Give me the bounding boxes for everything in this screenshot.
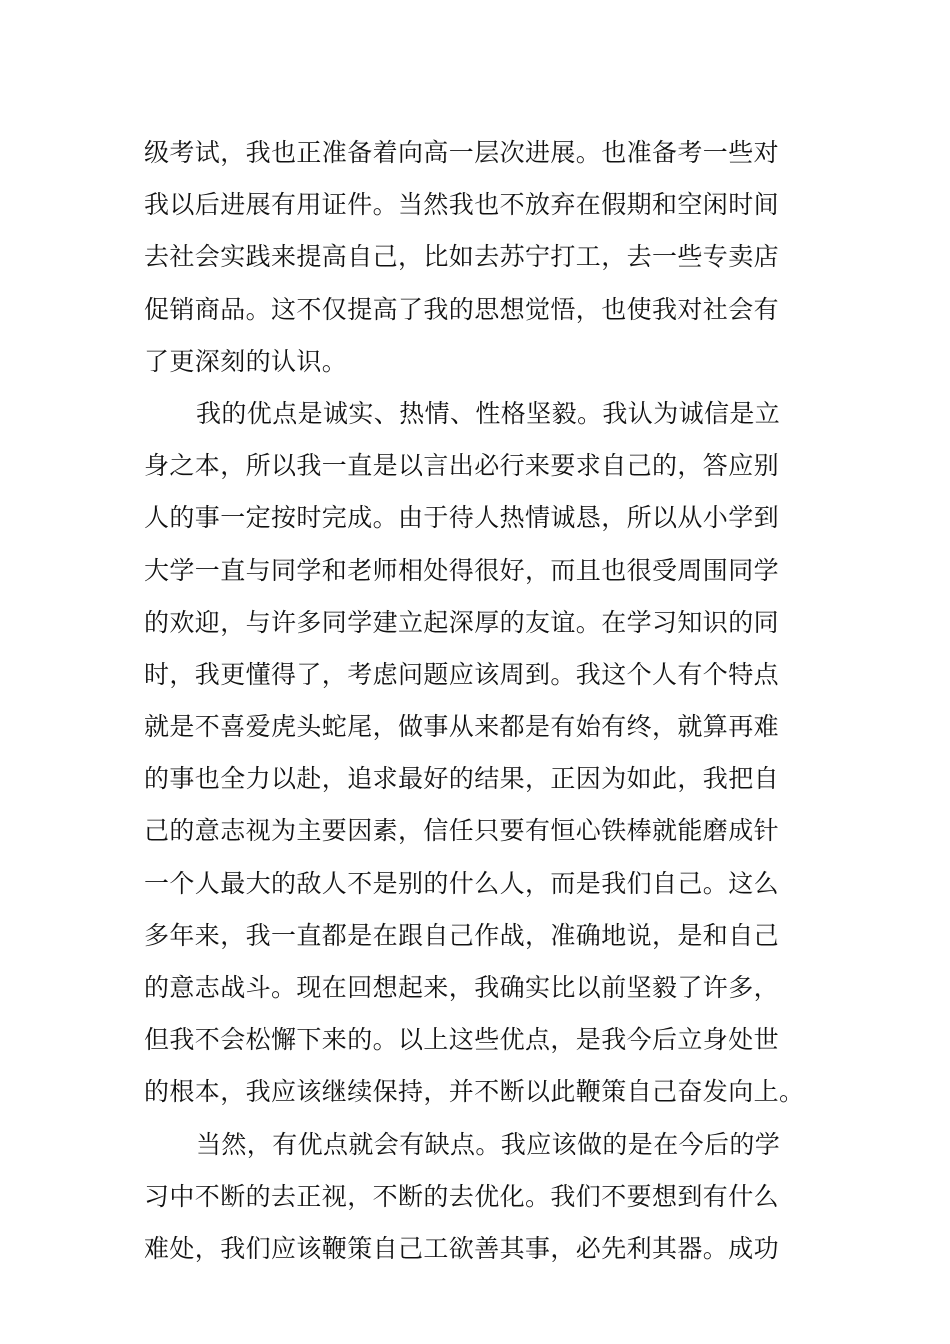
text-line: 多年来，我一直都是在跟自己作战，准确地说，是和自己: [144, 920, 780, 950]
text-line: 己的意志视为主要因素，信任只要有恒心铁棒就能磨成针: [144, 816, 780, 846]
text-line: 的根本，我应该继续保持，并不断以此鞭策自己奋发向上。: [144, 1077, 805, 1107]
paragraph-start-line: 当然，有优点就会有缺点。我应该做的是在今后的学: [196, 1129, 781, 1159]
text-line: 的意志战斗。现在回想起来，我确实比以前坚毅了许多，: [144, 973, 780, 1002]
text-line: 了更深刻的认识。: [144, 346, 348, 376]
text-line: 的欢迎，与许多同学建立起深厚的友谊。在学习知识的同: [144, 607, 780, 637]
text-line: 促销商品。这不仅提高了我的思想觉悟，也使我对社会有: [144, 294, 780, 324]
text-line: 去社会实践来提高自己，比如去苏宁打工，去一些专卖店: [144, 242, 780, 272]
text-line: 人的事一定按时完成。由于待人热情诚恳，所以从小学到: [144, 503, 780, 533]
text-line: 难处，我们应该鞭策自己工欲善其事，必先利其器。成功: [144, 1233, 780, 1263]
paragraph-start-line: 我的优点是诚实、热情、性格坚毅。我认为诚信是立: [196, 398, 781, 428]
text-line: 一个人最大的敌人不是别的什么人，而是我们自己。这么: [144, 868, 780, 898]
text-line: 级考试，我也正准备着向高一层次进展。也准备考一些对: [144, 138, 780, 167]
text-line: 习中不断的去正视，不断的去优化。我们不要想到有什么: [144, 1181, 780, 1211]
text-line: 时，我更懂得了，考虑问题应该周到。我这个人有个特点: [144, 659, 780, 689]
text-line: 的事也全力以赴，追求最好的结果，正因为如此，我把自: [144, 764, 780, 794]
body-text: [144, 127, 806, 1275]
text-line: 就是不喜爱虎头蛇尾，做事从来都是有始有终，就算再难: [144, 712, 780, 742]
text-line: 我以后进展有用证件。当然我也不放弃在假期和空闲时间: [144, 190, 780, 220]
text-line: 但我不会松懈下来的。以上这些优点，是我今后立身处世: [144, 1025, 780, 1055]
text-line: 大学一直与同学和老师相处得很好，而且也很受周围同学: [144, 555, 780, 585]
text-line: 身之本，所以我一直是以言出必行来要求自己的，答应别: [144, 451, 780, 481]
